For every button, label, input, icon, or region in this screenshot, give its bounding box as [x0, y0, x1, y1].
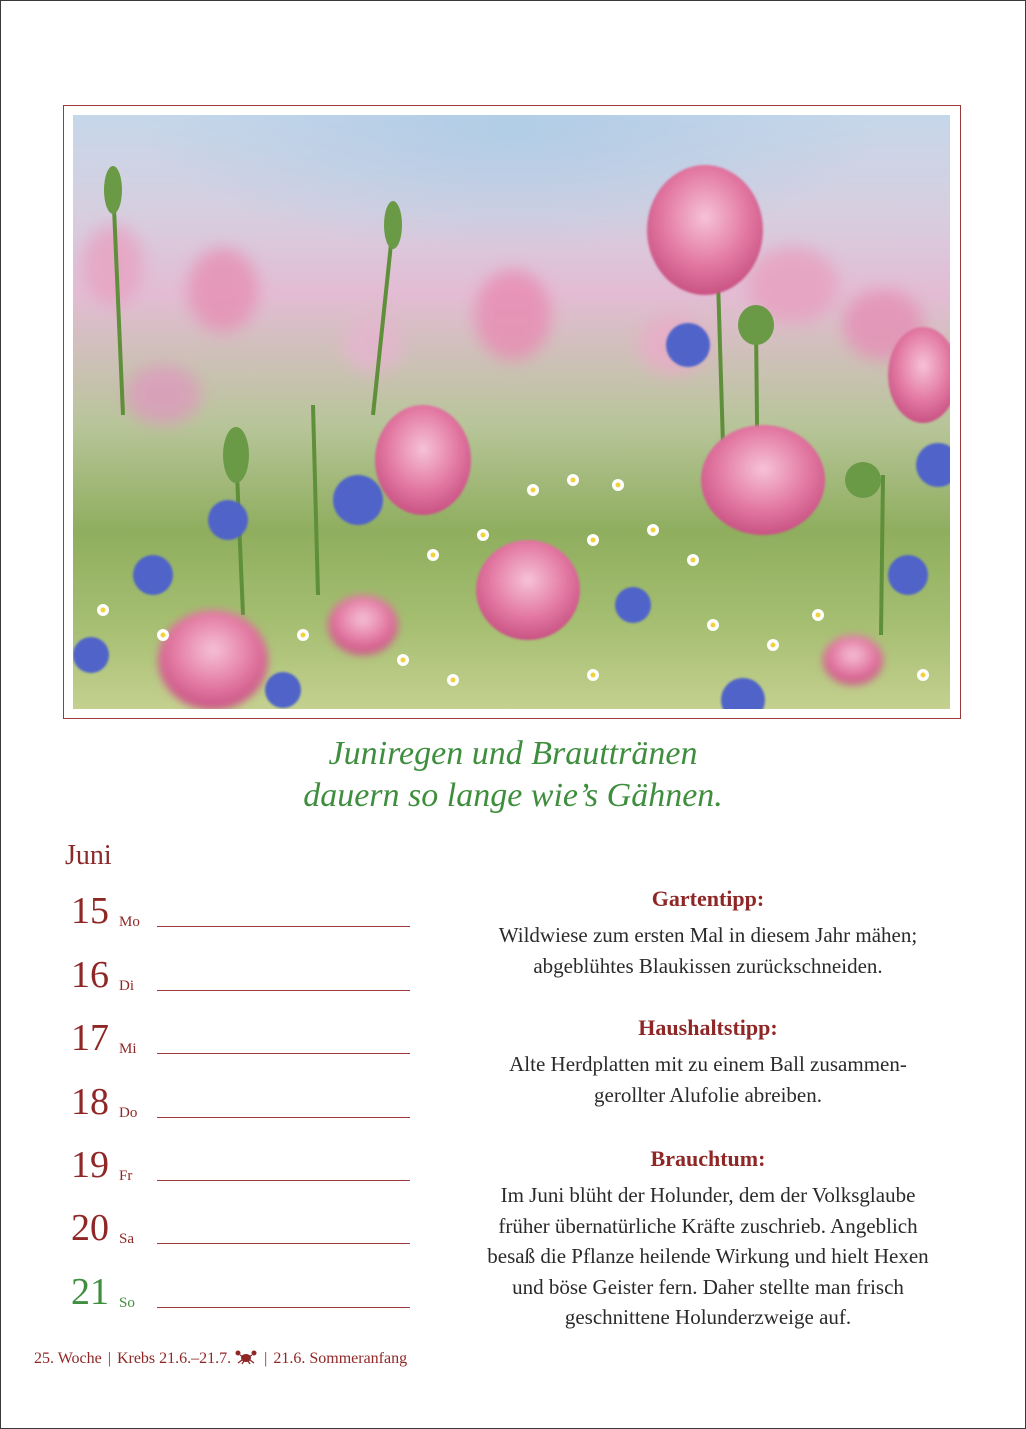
tip-text-line: gerollter Alufolie abreiben.	[594, 1082, 822, 1107]
day-number: 19	[71, 1144, 109, 1186]
week-label: 25. Woche	[34, 1350, 102, 1367]
photo-frame	[63, 105, 961, 719]
weekday-label: Mo	[119, 914, 140, 930]
weekday-label: Do	[119, 1105, 138, 1121]
zodiac-label: Krebs 21.6.–21.7.	[116, 1350, 232, 1367]
day-row-17[interactable]	[65, 1010, 410, 1060]
day-number: 21	[71, 1271, 109, 1313]
footer-info	[34, 1349, 407, 1370]
day-writing-line	[157, 1117, 410, 1118]
day-number: 15	[71, 890, 109, 932]
tip-text-line: Alte Herdplatten mit zu einem Ball zusammen-	[509, 1052, 907, 1076]
day-row-20[interactable]	[65, 1200, 410, 1250]
garden-tip	[428, 884, 988, 981]
day-number: 16	[71, 954, 109, 996]
day-writing-line	[157, 1307, 410, 1308]
tip-text-line: geschnittene Holunderzweige auf.	[564, 1305, 852, 1329]
poppy-meadow-photo	[73, 115, 950, 709]
weekday-label: Sa	[119, 1231, 134, 1247]
tip-text-line: abgeblühtes Blaukissen zurückschneiden.	[533, 953, 883, 978]
event-label: 21.6. Sommeranfang	[273, 1350, 408, 1367]
weekday-label: Di	[119, 978, 134, 994]
separator: |	[107, 1350, 111, 1367]
day-writing-line	[157, 990, 410, 991]
day-row-19[interactable]	[65, 1137, 410, 1187]
household-tip	[428, 1013, 988, 1110]
day-row-21[interactable]	[65, 1264, 410, 1314]
tip-text-line: Im Juni blüht der Holunder, dem der Volksglaube	[500, 1183, 916, 1207]
day-row-15[interactable]	[65, 883, 410, 933]
quote-line-1: Juniregen und Brauttränen	[328, 735, 698, 772]
tip-text-line: besaß die Pflanze heilende Wirkung und hielt Hexen	[487, 1244, 929, 1268]
day-row-16[interactable]	[65, 947, 410, 997]
day-number: 20	[71, 1207, 109, 1249]
tip-text-line: und böse Geister fern. Daher stellte man frisch	[512, 1274, 904, 1299]
day-writing-line	[157, 1180, 410, 1181]
separator: |	[264, 1350, 268, 1367]
cancer-crab-icon	[235, 1349, 257, 1370]
month-label: Juni	[65, 840, 112, 871]
day-writing-line	[157, 926, 410, 927]
tip-heading: Brauchtum:	[650, 1146, 766, 1171]
day-writing-line	[157, 1243, 410, 1244]
day-number: 17	[71, 1017, 109, 1059]
tip-heading: Haushaltstipp:	[638, 1015, 778, 1040]
weekday-label: Mi	[119, 1041, 137, 1057]
weekday-label: Fr	[119, 1168, 133, 1184]
tip-text-line: früher übernatürliche Kräfte zuschrieb. Angeblich	[498, 1213, 918, 1238]
quote-line-2: dauern so lange wie’s Gähnen.	[303, 777, 723, 814]
tip-heading: Gartentipp:	[651, 886, 765, 911]
day-row-18[interactable]	[65, 1074, 410, 1124]
day-writing-line	[157, 1053, 410, 1054]
proverb-quote	[0, 733, 1026, 817]
weekday-label: So	[119, 1295, 135, 1311]
custom-tip	[428, 1144, 988, 1333]
day-number: 18	[71, 1081, 109, 1123]
tip-text-line: Wildwiese zum ersten Mal in diesem Jahr mähen;	[498, 923, 918, 947]
